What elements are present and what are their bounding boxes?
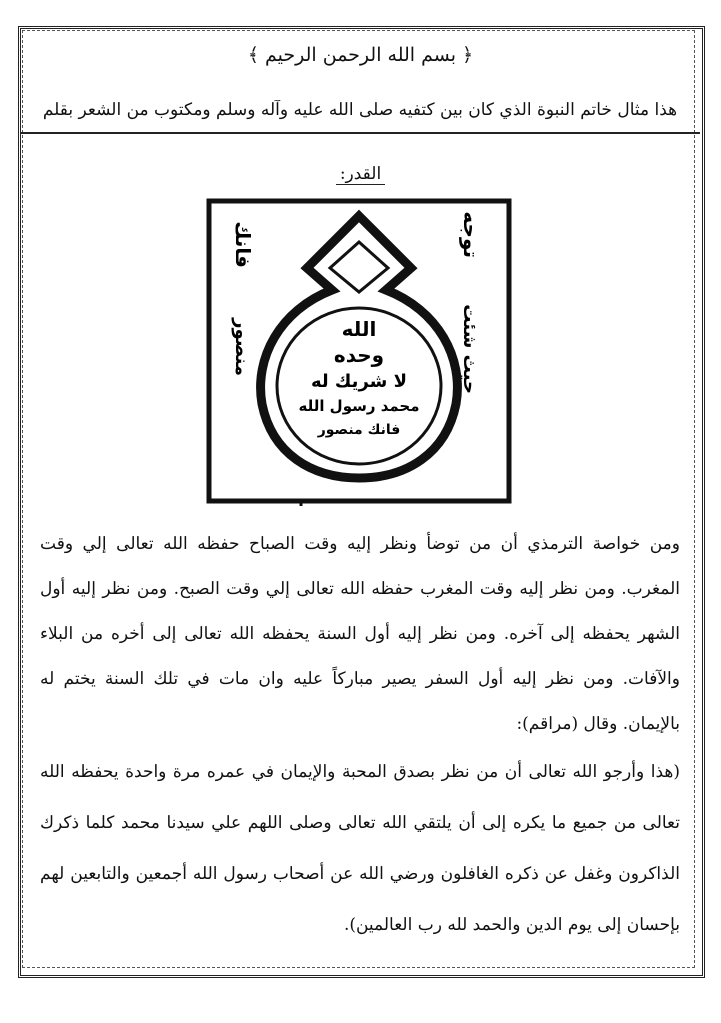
seal-top-left-text: فانك [231, 221, 255, 268]
seal-bottom-right-text: حيث شئت [459, 304, 480, 394]
seal-top-right-text: توجه [459, 211, 483, 258]
seal-bottom-left-text: منصور [231, 318, 252, 376]
seal-caption-text: القدر: [336, 164, 385, 185]
page-title: هذا مثال خاتم النبوة الذي كان بين كتفيه صلى الله عليه وآله وسلم ومكتوب من الشعر بقلم [42, 100, 678, 120]
seal-line-2: وحده [333, 343, 385, 367]
seal-line-3: لا شريك له [310, 371, 408, 392]
document-body [40, 522, 680, 951]
seal-line-4: محمد رسول الله [298, 397, 420, 415]
paragraph-2: (هذا وأرجو الله تعالى أن من نظر بصدق المحبة والإيمان في عمره مرة واحدة يحفظه الله تعالى من جميع ما يكره إلى أن يلتقي الله تعالى وصلى اللهم علي سيدنا محمد كلما ذكرك الذاكرون وغفل عن ذكره الغافلون ورضي الله عن أصحاب رسول الله أجمعين والتابعين لهم بإحسان إلى يوم الدين والحمد لله رب العالمين). [40, 762, 680, 935]
seal-line-1: الله [341, 317, 377, 341]
seal-drawing [206, 198, 512, 506]
seal-inner-diamond [330, 242, 388, 292]
title-divider [20, 132, 700, 134]
seal-caption [0, 164, 721, 184]
seal-line-5: فانك منصور [317, 422, 401, 438]
prophethood-seal-figure [206, 198, 512, 506]
paragraph-1: ومن خواصة الترمذي أن من توضأ ونظر إليه وقت الصباح حفظه الله تعالى إلي وقت المغرب. ومن نظر إليه وقت المغرب حفظه الله تعالى إلي وقت الصبح. ومن نظر إليه أول الشهر يحفظه إلى آخره. ومن نظر إليه أول السنة يحفظه الله تعالى إلى أخره من البلاء والآفات. ومن نظر إليه أول السفر يصير مباركاً عليه وان مات في تلك السنة يختم له بالإيمان. وقال (مراقم): [40, 534, 680, 734]
basmala-heading: ﴿ بسم الله الرحمن الرحيم ﴾ [247, 44, 474, 66]
